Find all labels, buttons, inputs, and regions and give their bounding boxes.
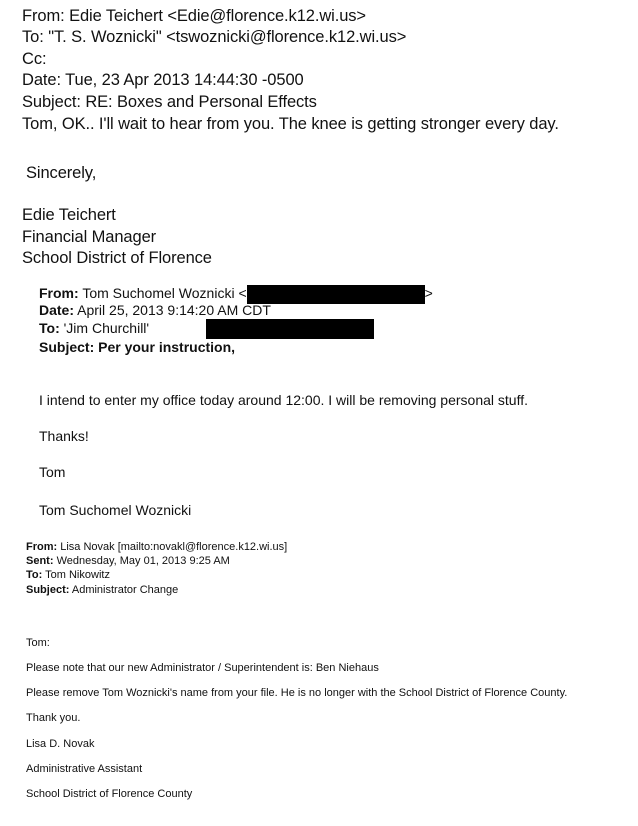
email3-sig-title: Administrative Assistant — [26, 763, 143, 775]
email3-to-line — [26, 570, 110, 581]
email1-to-value: "T. S. Woznicki" <tswoznicki@florence.k12.wi.us> — [48, 28, 407, 46]
email1-subject-line — [22, 94, 317, 111]
email2-from-label: From: — [39, 285, 79, 302]
email3-greeting: Tom: — [26, 637, 50, 649]
email1-subject-label: Subject: — [22, 93, 81, 111]
email2-thanks: Thanks! — [39, 428, 89, 444]
email3-line2: Please remove Tom Woznicki's name from your file. He is no longer with the School District of Florence County. — [26, 687, 568, 699]
email3-to-label: To: — [26, 569, 43, 581]
email3-from-label: From: — [26, 541, 58, 553]
email2-to-value: 'Jim Churchill' — [63, 320, 150, 336]
email3-subject-label: Subject: — [26, 584, 70, 596]
email2-from-value: Tom Suchomel Woznicki < — [82, 285, 247, 302]
email3-thanks: Thank you. — [26, 712, 81, 724]
redaction-bar — [247, 285, 425, 304]
email1-date-line — [22, 72, 304, 89]
email2-subject-line — [39, 340, 235, 354]
email3-to-value: Tom Nikowitz — [45, 569, 110, 581]
email3-from-value: Lisa Novak [mailto:novakl@florence.k12.wi.us] — [60, 541, 288, 553]
email2-to-label: To: — [39, 320, 60, 336]
email1-from-value: Edie Teichert <Edie@florence.k12.wi.us> — [69, 7, 366, 25]
email3-sig-org: School District of Florence County — [26, 788, 193, 800]
email3-line1: Please note that our new Administrator / Superintendent is: Ben Niehaus — [26, 662, 379, 674]
email2-body: I intend to enter my office today around 12:00. I will be removing personal stuff. — [39, 392, 528, 408]
email1-body: Tom, OK.. I'll wait to hear from you. The knee is getting stronger every day. — [22, 115, 559, 133]
email3-sent-label: Sent: — [26, 555, 54, 567]
email3-sent-value: Wednesday, May 01, 2013 9:25 AM — [56, 555, 230, 567]
email1-sig-title: Financial Manager — [22, 228, 157, 246]
email2-full-name: Tom Suchomel Woznicki — [39, 502, 192, 518]
email3-subject-value: Administrator Change — [71, 584, 179, 596]
email2-date-value: April 25, 2013 9:14:20 AM CDT — [77, 302, 271, 318]
email1-cc-line — [22, 51, 46, 68]
email1-from-label: From: — [22, 7, 65, 25]
email2-sign: Tom — [39, 464, 66, 480]
email2-date-line — [39, 303, 271, 317]
email1-sig-name: Edie Teichert — [22, 206, 116, 224]
email1-closing: Sincerely, — [26, 164, 97, 182]
email3-sent-line — [26, 556, 230, 567]
email2-subject-value: Per your instruction, — [98, 339, 236, 355]
email1-subject-value: RE: Boxes and Personal Effects — [85, 93, 317, 111]
email3-from-line — [26, 542, 287, 553]
email3-subject-line — [26, 585, 178, 596]
email1-sig-org: School District of Florence — [22, 249, 212, 267]
email1-from-line — [22, 8, 366, 25]
email2-date-label: Date: — [39, 302, 75, 318]
email1-cc-label: Cc: — [22, 50, 47, 68]
redaction-bar — [206, 319, 374, 339]
email2-to-line — [39, 321, 149, 335]
email1-to-label: To: — [22, 28, 44, 46]
email1-to-line — [22, 29, 406, 46]
email2-from-end: > — [424, 285, 433, 302]
email3-sig-name: Lisa D. Novak — [26, 738, 95, 750]
email1-date-label: Date: — [22, 71, 61, 89]
email1-date-value: Tue, 23 Apr 2013 14:44:30 -0500 — [65, 71, 304, 89]
email2-subject-label: Subject: — [39, 339, 95, 355]
